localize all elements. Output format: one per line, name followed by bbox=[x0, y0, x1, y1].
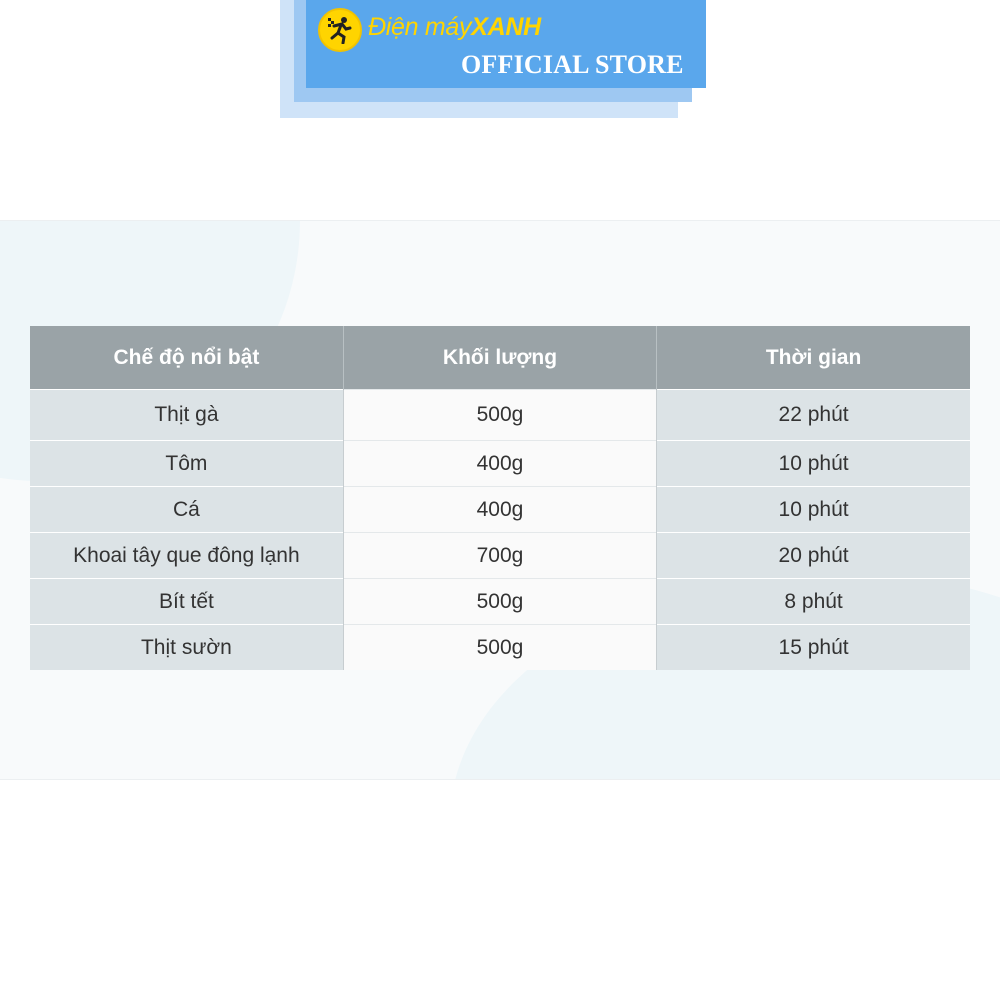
cell-weight: 500g bbox=[343, 579, 656, 625]
cell-mode: Thịt sườn bbox=[30, 625, 343, 671]
table-row bbox=[30, 390, 970, 441]
cell-weight: 500g bbox=[343, 390, 656, 441]
table-header-row bbox=[30, 326, 970, 390]
brand-name: XANH bbox=[471, 13, 541, 41]
cell-weight: 700g bbox=[343, 533, 656, 579]
table-row bbox=[30, 533, 970, 579]
cell-time: 10 phút bbox=[657, 487, 970, 533]
header-mode: Chế độ nổi bật bbox=[30, 326, 343, 390]
header-weight: Khối lượng bbox=[343, 326, 656, 390]
cell-mode: Thịt gà bbox=[30, 390, 343, 441]
table-row bbox=[30, 625, 970, 671]
running-man-icon bbox=[318, 8, 362, 52]
cell-time: 8 phút bbox=[657, 579, 970, 625]
cell-time: 15 phút bbox=[657, 625, 970, 671]
table-row bbox=[30, 441, 970, 487]
header-time: Thời gian bbox=[657, 326, 970, 390]
cell-weight: 500g bbox=[343, 625, 656, 671]
cell-time: 22 phút bbox=[657, 390, 970, 441]
cell-weight: 400g bbox=[343, 441, 656, 487]
brand-prefix: Điện máy bbox=[368, 13, 472, 41]
cooking-modes-table bbox=[30, 326, 970, 670]
table-row bbox=[30, 487, 970, 533]
brand-logo-text bbox=[368, 13, 541, 42]
cell-weight: 400g bbox=[343, 487, 656, 533]
cell-mode: Cá bbox=[30, 487, 343, 533]
cell-time: 10 phút bbox=[657, 441, 970, 487]
official-store-label: OFFICIAL STORE bbox=[461, 50, 684, 79]
table-row bbox=[30, 579, 970, 625]
cell-time: 20 phút bbox=[657, 533, 970, 579]
cell-mode: Tôm bbox=[30, 441, 343, 487]
cell-mode: Bít tết bbox=[30, 579, 343, 625]
cell-mode: Khoai tây que đông lạnh bbox=[30, 533, 343, 579]
